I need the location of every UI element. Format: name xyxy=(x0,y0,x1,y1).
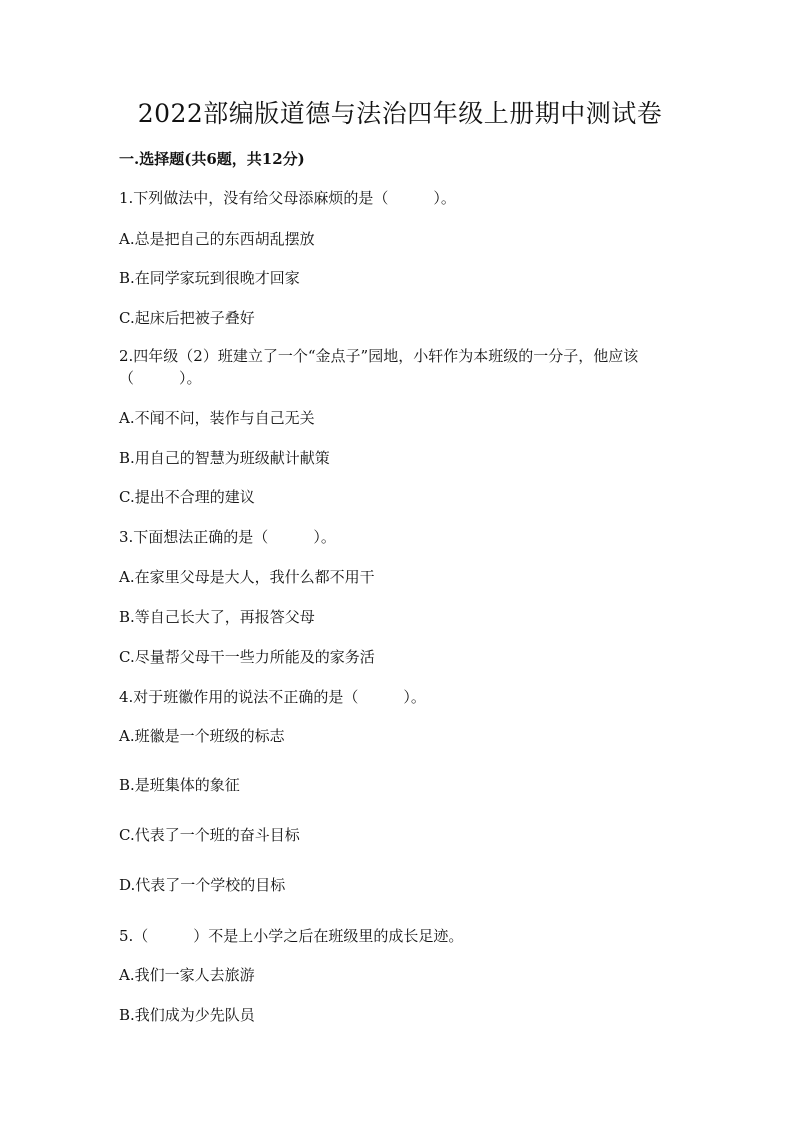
question-5-option-b: B.我们成为少先队员 xyxy=(119,1006,255,1024)
question-1-option-c: C.起床后把被子叠好 xyxy=(119,309,255,327)
question-1-option-b: B.在同学家玩到很晚才回家 xyxy=(119,269,300,287)
question-1-stem: 1.下列做法中，没有给父母添麻烦的是（ ）。 xyxy=(119,189,456,207)
question-3-option-c: C.尽量帮父母干一些力所能及的家务活 xyxy=(119,648,375,666)
question-2-option-c: C.提出不合理的建议 xyxy=(119,488,255,506)
question-3-option-a: A.在家里父母是大人，我什么都不用干 xyxy=(119,568,375,586)
question-4-option-d: D.代表了一个学校的目标 xyxy=(119,876,286,894)
section-heading: 一.选择题(共6题，共12分) xyxy=(119,150,305,168)
question-2-stem: 2.四年级（2）班建立了一个“金点子”园地，小轩作为本班级的一分子，他应该（ ）。 xyxy=(119,347,639,387)
question-4-option-c: C.代表了一个班的奋斗目标 xyxy=(119,826,300,844)
question-4-stem: 4.对于班徽作用的说法不正确的是（ ）。 xyxy=(119,688,426,706)
page-title: 2022部编版道德与法治四年级上册期中测试卷 xyxy=(137,99,663,128)
question-5-option-a: A.我们一家人去旅游 xyxy=(119,966,255,984)
question-2-option-a: A.不闻不问，装作与自己无关 xyxy=(119,409,315,427)
question-4-option-b: B.是班集体的象征 xyxy=(119,776,240,794)
question-3-stem: 3.下面想法正确的是（ ）。 xyxy=(119,528,336,546)
question-5-stem: 5.（ ）不是上小学之后在班级里的成长足迹。 xyxy=(119,927,464,945)
question-3-option-b: B.等自己长大了，再报答父母 xyxy=(119,608,315,626)
question-4-option-a: A.班徽是一个班级的标志 xyxy=(119,727,285,745)
question-1-option-a: A.总是把自己的东西胡乱摆放 xyxy=(119,230,315,248)
question-2-option-b: B.用自己的智慧为班级献计献策 xyxy=(119,449,330,467)
